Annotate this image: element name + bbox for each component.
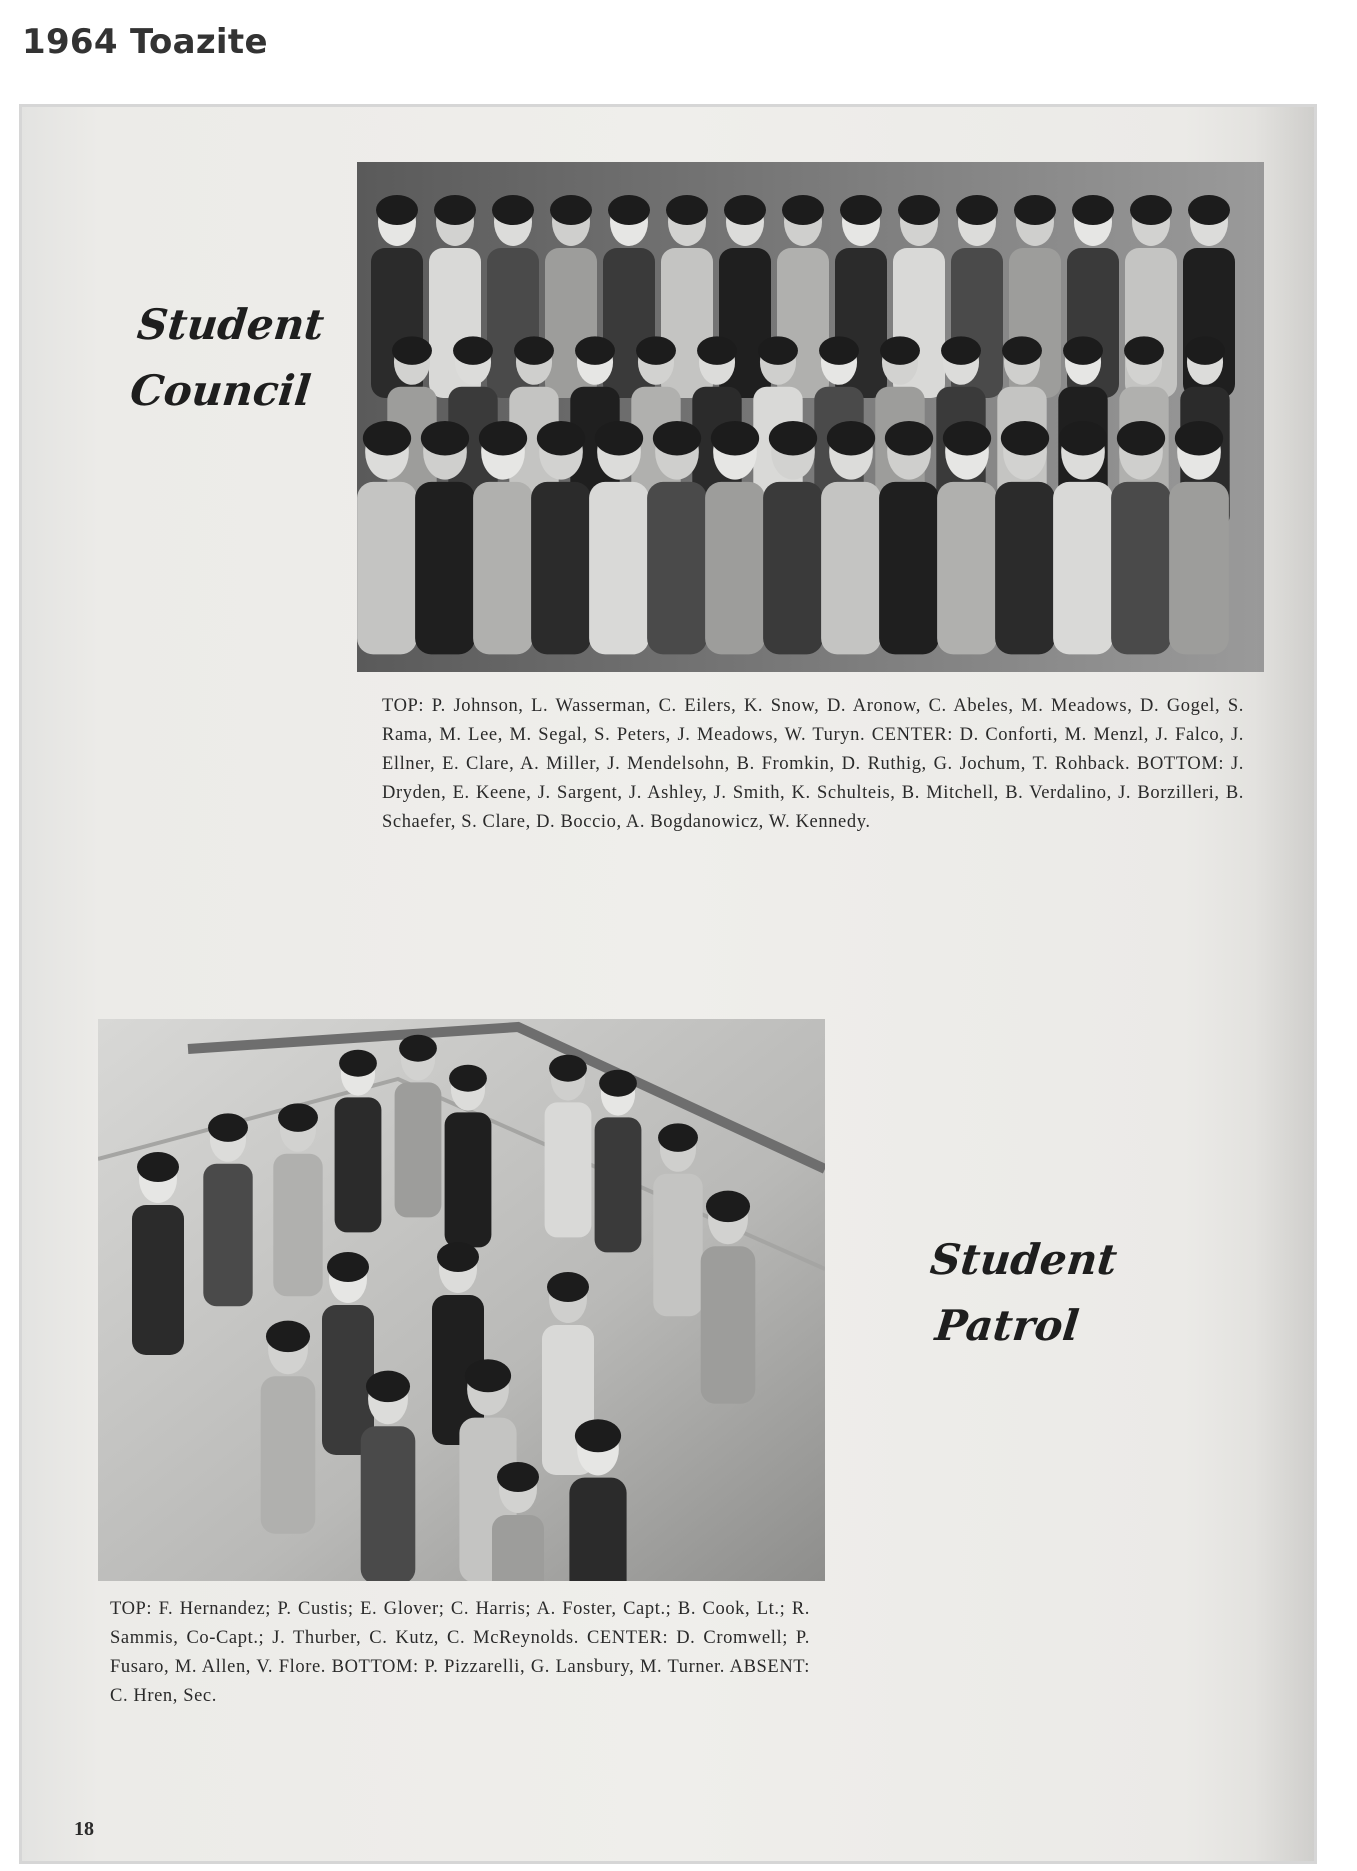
student-patrol-photo <box>98 1019 825 1581</box>
yearbook-page-scan <box>19 104 1317 1864</box>
student-patrol-label-line1: Student <box>927 1235 1120 1284</box>
student-patrol-caption: TOP: F. Hernandez; P. Custis; E. Glover; C. Harris; A. Foster, Capt.; B. Cook, Lt.; R. Sammis, Co-Capt.; J. Thurber, C. Kutz, C. McReynolds. CENTER: D. Cromwell; P. Fusaro, M. Allen, V. Flore. BOTTOM: P. Pizzarelli, G. Lansbury, M. Turner. ABSENT: C. Hren, Sec. <box>110 1599 810 1706</box>
student-council-caption: TOP: P. Johnson, L. Wasserman, C. Eilers, K. Snow, D. Aronow, C. Abeles, M. Meadows, D. Gogel, S. Rama, M. Lee, M. Segal, S. Peters, J. Meadows, W. Turyn. CENTER: D. Conforti, M. Menzl, J. Falco, J. Ellner, E. Clare, A. Miller, J. Mendelsohn, B. Fromkin, D. Ruthig, G. Jochum, T. Rohback. BOTTOM: J. Dryden, E. Keene, J. Sargent, J. Ashley, J. Smith, K. Schulteis, B. Mitchell, B. Verdalino, J. Borzilleri, B. Schaefer, S. Clare, D. Boccio, A. Bogdanowicz, W. Kennedy. <box>382 696 1244 832</box>
student-council-photo <box>357 162 1264 672</box>
page-title: 1964 Toazite <box>22 22 268 62</box>
page-number: 18 <box>74 1818 94 1840</box>
student-council-label-line2: Council <box>128 366 314 415</box>
student-council-label-line1: Student <box>134 300 327 349</box>
student-patrol-label <box>920 1227 1120 1359</box>
student-patrol-label-line2: Patrol <box>933 1301 1082 1350</box>
student-council-label <box>127 292 327 424</box>
